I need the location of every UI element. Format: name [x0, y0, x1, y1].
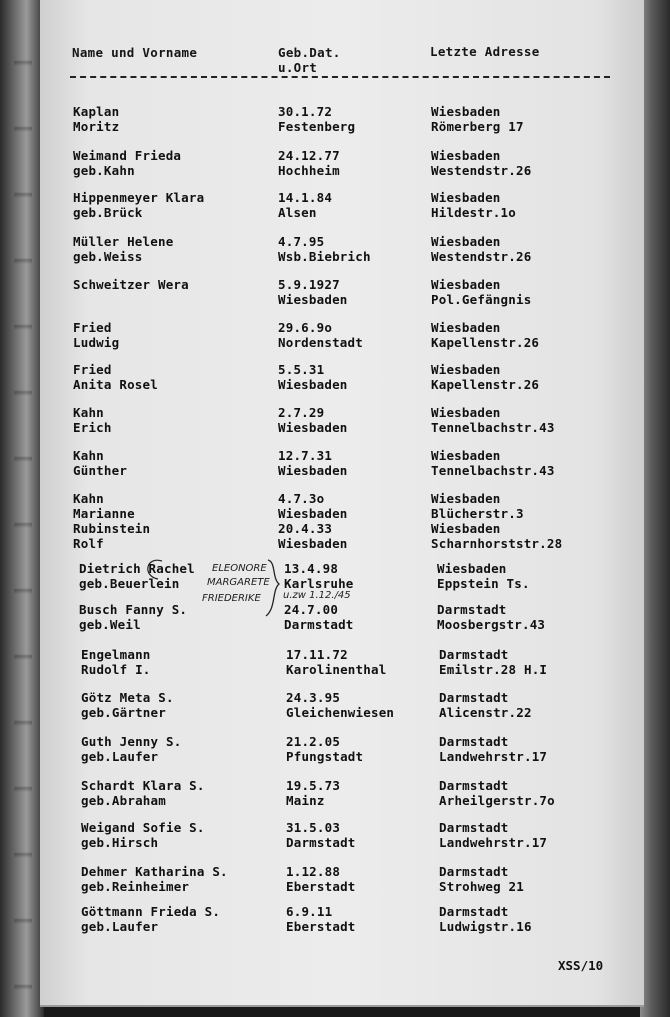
entry-birth-line: 24.7.00	[284, 602, 339, 617]
entry-name-line: Rudolf I.	[81, 662, 151, 677]
entry-name-line: Rubinstein	[73, 521, 151, 536]
entry-birth-line: Eberstadt	[286, 879, 356, 894]
entry-name-line: Marianne	[73, 506, 135, 521]
entry-birth-line: Alsen	[278, 205, 317, 220]
entry-name-line: Göttmann Frieda S.	[81, 904, 221, 919]
entry-address-line: Wiesbaden	[431, 234, 501, 249]
entry-name-line: geb.Kahn	[73, 163, 135, 178]
entry-address-line: Wiesbaden	[431, 320, 501, 335]
entry-name-line: Ludwig	[73, 335, 120, 350]
entry-birth-line: 14.1.84	[278, 190, 333, 205]
entry-birth-line: 4.7.3o	[278, 491, 325, 506]
entry-birth-line: 24.12.77	[278, 148, 340, 163]
entry-name-line: Weigand Sofie S.	[81, 820, 205, 835]
binding-shadow	[14, 0, 32, 1017]
entry-name-line: Anita Rosel	[73, 377, 158, 392]
entry-address-line: Römerberg 17	[431, 119, 524, 134]
entry-address-line: Wiesbaden	[431, 104, 501, 119]
handwritten-eleonore: ELEONORE	[212, 563, 267, 574]
entry-birth-line: 4.7.95	[278, 234, 325, 249]
entry-address-line: Wiesbaden	[431, 448, 501, 463]
entry-address-line: Westendstr.26	[431, 163, 532, 178]
entry-name-line: Fried	[73, 320, 112, 335]
entry-address-line: Emilstr.28 H.I	[439, 662, 548, 677]
header-birth-place: u.Ort	[278, 60, 318, 75]
entry-address-line: Strohweg 21	[439, 879, 524, 894]
entry-birth-line: Darmstadt	[286, 835, 356, 850]
page-reference: XSS/10	[558, 958, 604, 973]
entry-name-line: geb.Gärtner	[81, 705, 166, 720]
entry-address-line: Wiesbaden	[431, 362, 501, 377]
entry-address-line: Landwehrstr.17	[439, 835, 548, 850]
right-page-edge	[640, 0, 670, 1017]
entry-name-line: Dehmer Katharina S.	[81, 864, 228, 879]
entry-name-line: Kaplan	[73, 104, 120, 119]
entry-name-line: Weimand Frieda	[73, 148, 182, 163]
handwritten-margarete: MARGARETE	[207, 577, 270, 588]
entry-name-line: geb.Abraham	[81, 793, 166, 808]
entry-name-line: Dietrich Rachel	[79, 561, 195, 576]
entry-birth-line: 30.1.72	[278, 104, 333, 119]
entry-birth-line: Mainz	[286, 793, 325, 808]
entry-address-line: Alicenstr.22	[439, 705, 532, 720]
entry-name-line: geb.Weiss	[73, 249, 143, 264]
entry-birth-line: 2.7.29	[278, 405, 325, 420]
entry-name-line: Hippenmeyer Klara	[73, 190, 205, 205]
entry-name-line: Kahn	[73, 448, 104, 463]
entry-birth-line: Hochheim	[278, 163, 340, 178]
entry-address-line: Kapellenstr.26	[431, 377, 540, 392]
entry-address-line: Wiesbaden	[431, 190, 501, 205]
entry-birth-line: Pfungstadt	[286, 749, 364, 764]
handwritten-date-note: u.zw 1.12./45	[283, 590, 351, 601]
entry-address-line: Darmstadt	[439, 820, 509, 835]
entry-name-line: Kahn	[73, 405, 104, 420]
entry-address-line: Arheilgerstr.7o	[439, 793, 555, 808]
entry-name-line: geb.Laufer	[81, 919, 159, 934]
entry-address-line: Blücherstr.3	[431, 506, 524, 521]
entry-address-line: Wiesbaden	[431, 491, 501, 506]
entry-birth-line: 17.11.72	[286, 647, 348, 662]
entry-birth-line: Darmstadt	[284, 617, 354, 632]
entry-name-line: Moritz	[73, 119, 120, 134]
entry-name-line: Fried	[73, 362, 112, 377]
entry-name-line: Engelmann	[81, 647, 151, 662]
entry-address-line: Tennelbachstr.43	[431, 463, 555, 478]
entry-birth-line: Wiesbaden	[278, 506, 348, 521]
entry-address-line: Darmstadt	[439, 904, 509, 919]
entry-address-line: Kapellenstr.26	[431, 335, 540, 350]
entry-name-line: Rolf	[73, 536, 104, 551]
entry-address-line: Wiesbaden	[431, 148, 501, 163]
entry-birth-line: Karolinenthal	[286, 662, 387, 677]
entry-address-line: Wiesbaden	[437, 561, 507, 576]
header-birth-column: Geb.Dat.	[278, 45, 341, 60]
document-page	[40, 0, 644, 1007]
entry-birth-line: 19.5.73	[286, 778, 341, 793]
entry-birth-line: Festenberg	[278, 119, 356, 134]
entry-address-line: Darmstadt	[439, 734, 509, 749]
entry-birth-line: 29.6.9o	[278, 320, 333, 335]
entry-address-line: Darmstadt	[439, 690, 509, 705]
entry-birth-line: Nordenstadt	[278, 335, 363, 350]
header-rule	[70, 76, 610, 78]
entry-birth-line: Gleichenwiesen	[286, 705, 395, 720]
entry-address-line: Westendstr.26	[431, 249, 532, 264]
handwritten-friederike: FRIEDERIKE	[202, 593, 261, 604]
entry-name-line: geb.Beuerlein	[79, 576, 180, 591]
entry-address-line: Tennelbachstr.43	[431, 420, 555, 435]
entry-birth-line: 1.12.88	[286, 864, 341, 879]
entry-birth-line: Wiesbaden	[278, 536, 348, 551]
header-address-column: Letzte Adresse	[430, 44, 540, 59]
entry-birth-line: 5.9.1927	[278, 277, 340, 292]
entry-birth-line: 31.5.03	[286, 820, 341, 835]
entry-name-line: Schweitzer Wera	[73, 277, 189, 292]
entry-birth-line: Wiesbaden	[278, 463, 348, 478]
entry-name-line: geb.Hirsch	[81, 835, 159, 850]
entry-birth-line: Wiesbaden	[278, 292, 348, 307]
entry-birth-line: 5.5.31	[278, 362, 325, 377]
entry-name-line: Guth Jenny S.	[81, 734, 182, 749]
entry-birth-line: Eberstadt	[286, 919, 356, 934]
entry-name-line: Götz Meta S.	[81, 690, 174, 705]
entry-address-line: Ludwigstr.16	[439, 919, 532, 934]
entry-birth-line: 21.2.05	[286, 734, 341, 749]
entry-name-line: Günther	[73, 463, 128, 478]
entry-address-line: Darmstadt	[439, 864, 509, 879]
entry-address-line: Eppstein Ts.	[437, 576, 530, 591]
entry-birth-line: Karlsruhe	[284, 576, 354, 591]
entry-name-line: geb.Reinheimer	[81, 879, 190, 894]
entry-birth-line: 6.9.11	[286, 904, 333, 919]
entry-address-line: Scharnhorststr.28	[431, 536, 563, 551]
entry-name-line: Kahn	[73, 491, 104, 506]
entry-name-line: Busch Fanny S.	[79, 602, 188, 617]
entry-birth-line: 24.3.95	[286, 690, 341, 705]
entry-name-line: geb.Weil	[79, 617, 141, 632]
entry-birth-line: Wiesbaden	[278, 377, 348, 392]
entry-name-line: geb.Brück	[73, 205, 143, 220]
entry-address-line: Moosbergstr.43	[437, 617, 546, 632]
entry-address-line: Darmstadt	[439, 778, 509, 793]
entry-name-line: Schardt Klara S.	[81, 778, 205, 793]
header-name-column: Name und Vorname	[72, 45, 198, 60]
entry-name-line: Müller Helene	[73, 234, 174, 249]
entry-address-line: Landwehrstr.17	[439, 749, 548, 764]
entry-address-line: Pol.Gefängnis	[431, 292, 532, 307]
entry-birth-line: Wiesbaden	[278, 420, 348, 435]
entry-address-line: Darmstadt	[437, 602, 507, 617]
entry-address-line: Darmstadt	[439, 647, 509, 662]
entry-birth-line: 20.4.33	[278, 521, 333, 536]
entry-address-line: Wiesbaden	[431, 277, 501, 292]
entry-birth-line: Wsb.Biebrich	[278, 249, 371, 264]
entry-address-line: Wiesbaden	[431, 405, 501, 420]
entry-birth-line: 12.7.31	[278, 448, 333, 463]
entry-birth-line: 13.4.98	[284, 561, 339, 576]
entry-address-line: Hildestr.1o	[431, 205, 516, 220]
entry-address-line: Wiesbaden	[431, 521, 501, 536]
entry-name-line: Erich	[73, 420, 112, 435]
entry-name-line: geb.Laufer	[81, 749, 159, 764]
